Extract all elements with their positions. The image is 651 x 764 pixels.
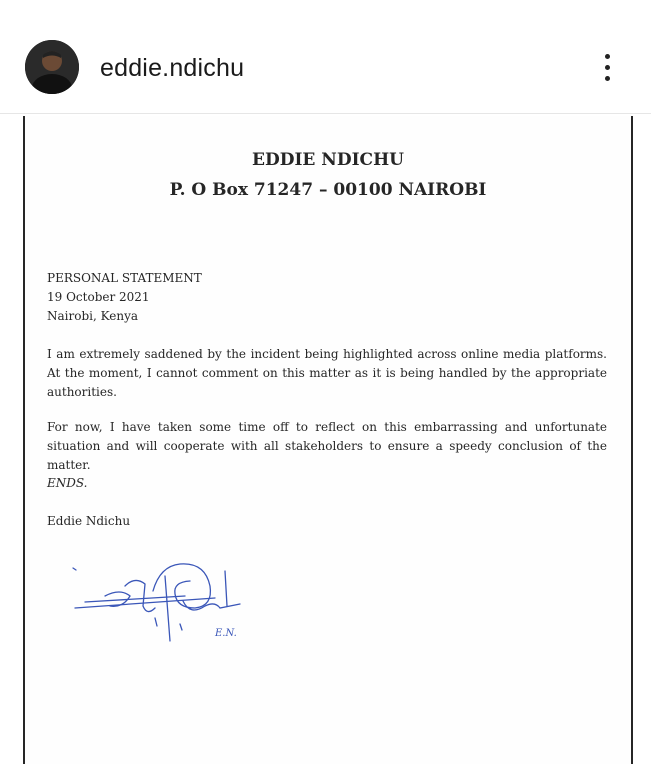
statement-paragraph-1: I am extremely saddened by the incident being highlighted across online media platforms. At the moment, I cannot comment on this matter as it is being handled by the appropriate authorities. [47,347,607,399]
statement-date: 19 October 2021 [47,290,150,304]
statement-label: PERSONAL STATEMENT [47,271,202,285]
more-vertical-icon [605,76,610,81]
avatar[interactable] [25,40,79,94]
document-page [23,116,633,764]
statement-location: Nairobi, Kenya [47,309,139,323]
signature-initials: E.N. [215,628,237,639]
more-vertical-icon [605,54,610,59]
statement-paragraph-2: For now, I have taken some time off to reflect on this embarrassing and unfortunate situation and will cooperate with all stakeholders to ensure a speedy conclusion of the matter. [47,420,607,472]
post-image[interactable] [0,114,651,764]
profile-avatar-icon [25,40,79,94]
more-vertical-icon [605,65,610,70]
letter-name: EDDIE NDICHU [252,150,404,170]
statement-ends: ENDS. [47,476,88,490]
more-options-button[interactable] [592,48,622,88]
statement-signoff: Eddie Ndichu [47,514,131,528]
signature-image [65,546,285,656]
post-header [0,0,651,114]
letter-address: P. O Box 71247 – 00100 NAIROBI [169,180,487,200]
username-link[interactable]: eddie.ndichu [100,54,245,82]
